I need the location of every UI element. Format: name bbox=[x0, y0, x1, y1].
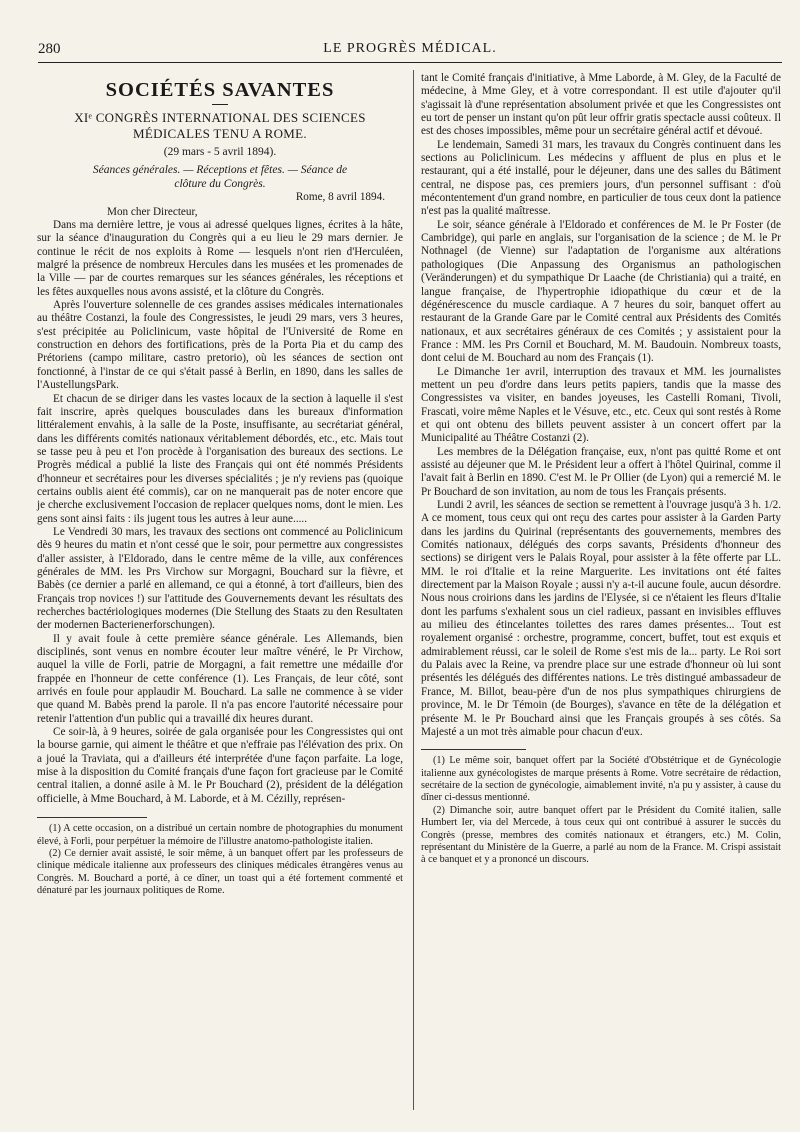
footnote-rule bbox=[421, 749, 526, 750]
paragraph: Dans ma dernière lettre, je vous ai adressé quelques lignes, écrites à la hâte, sur la séance d'inauguration du Congrès qui a eu lieu le 29 mars dernier. Je continue le récit de nos exploits à Rome — lesquels n'ont rien d'Herculéen, malgré la présence de nombreux Hercules dans les musées et les promenades de la Ville — par de courtes remarques sur les séances générales, les réceptions et les fêtes auxquelles nous avons assisté, et la clôture du Congrès. bbox=[37, 219, 403, 298]
seances-line-2: clôture du Congrès. bbox=[174, 177, 266, 190]
right-column bbox=[421, 72, 781, 867]
congress-line-1: XIᵉ CONGRÈS INTERNATIONAL DES SCIENCES bbox=[74, 110, 366, 125]
footnote: (2) Ce dernier avait assisté, le soir même, à un banquet offert par les professeurs de clinique médicale italienne aux professeurs des cliniques médicales étrangères venus au Congrès. M. Bouchard a porté, à ce dîner, un toast qui a été fortement commenté et dénaturé par les journaux politiques de Rome. bbox=[37, 847, 403, 897]
paragraph: Et chacun de se diriger dans les vastes locaux de la section à laquelle il s'est fait inscrire, après quelques bousculades dans les bureaux d'information littéralement envahis, à la salle de la Poste, insuffisante, au secrétariat général, dans les différents comités nationaux véritablement débordés, etc., etc. Mais tout se tasse peu à peu et l'on procède à l'organisation des bureaux des sections. Le Progrès médical a publié la liste des Français qui ont été nommés Présidents d'honneur et secrétaires pour les diverses spécialités ; je n'y reviens pas (quoique certains oublis aient été commis), car on ne manquerait pas de noter encore que je cherche exclusivement l'occasion de replacer quelques noms, dont le mien. Les gens sont ainsi faits : ils jugent tous les autres à leur aune..... bbox=[37, 392, 403, 525]
paragraph: Le lendemain, Samedi 31 mars, les travaux du Congrès continuent dans les sections au Policlinicum. Les médecins y affluent de plus en plus et le restaurant, qui a été installé, pour le déjeuner, dans une des salles du Bâtiment central, ne dispose pas, ces premiers jours, d'un personnel suffisant : d'où mécontentement d'un grand nombre, en particulier de tous ceux dont la patience n'est pas la qualité maîtresse. bbox=[421, 138, 781, 218]
paragraph: Le soir, séance générale à l'Eldorado et conférences de M. le Pr Foster (de Cambridge), qui parle en anglais, sur l'organisation de la science ; de M. le Pr Nothnagel (de Vienne) sur l'adaptation de l'organisme aux altérations pathologiques (Die Anpassung des Organismus an pathologischen (Veränderungen) et du sympathique Dr Laache (de Christiania) qui a traité, en langue française, de l'hypertrophie idiopathique du cœur et de la dégénérescence du muscle cardiaque. A 7 heures du soir, banquet offert au restaurant de la Grande Gare par le Comité central aux Présidents des Comités nationaux, et aux secrétaires généraux de ces Comités ; y assistaient pour la France : MM. les Prs Cornil et Bouchard, M. M. Baudouin. Nombreux toasts, dont celui de M. Bouchard au nom des Français (1). bbox=[421, 218, 781, 365]
section-title: SOCIÉTÉS SAVANTES bbox=[105, 79, 335, 101]
paragraph: tant le Comité français d'initiative, à Mme Laborde, à M. Gley, de la Faculté de médecine, à Mme Gley, et à votre correspondant. Il est utile d'ajouter qu'il s'agissait là d'une représentation absolument privée et que les Congressistes ont eu tort de penser un instant qu'on pût leur offrir gratis spectacle aussi coûteux. Il est des choses impossibles, même pour un secrétaire général actif et dévoué. bbox=[421, 72, 781, 138]
title-rule bbox=[212, 104, 228, 105]
paragraph: Les membres de la Délégation française, eux, n'ont pas quitté Rome et ont assisté au déjeuner que M. le Président leur a offert à l'hôtel Quirinal, comme il l'avait fait à Berlin en 1890. C'est M. le Pr Ollier (de Lyon) qui a remercié M. le Pr Bouchard de son invitation, au nom de tous les Français présents. bbox=[421, 445, 781, 498]
paragraph: Il y avait foule à cette première séance générale. Les Allemands, bien disciplinés, sont venus en nombre écouter leur maître vénéré, le Pr Virchow, auquel la ville de Forli, patrie de Morgagni, a fait remettre une médaille d'or frappée en l'honneur de cette conférence (1). Les Français, de leur côté, sont arrivés en foule pour applaudir M. Bouchard. La salle ne commence à se vider que quand M. Babès prend la parole. Il n'a pas encore l'autorité nécessaire pour retenir l'attention d'un public qui a travaillé dix heures durant. bbox=[37, 632, 403, 725]
congress-line-2: MÉDICALES TENU A ROME. bbox=[133, 126, 307, 141]
journal-title: LE PROGRÈS MÉDICAL. bbox=[323, 41, 497, 56]
seances-subtitle bbox=[37, 164, 403, 191]
right-footnotes bbox=[421, 755, 781, 867]
paragraph: Ce soir-là, à 9 heures, soirée de gala organisée pour les Congressistes qui ont la bourse garnie, qui aiment le théâtre et que n'effraie pas l'élévation des prix. On a joué la Traviata, qui a d'ailleurs été interprétée d'une façon parfaite. La loge, mise à la disposition du Comité français d'une façon fort gracieuse par le Comité central italien, a donné asile à M. le Pr Bouchard (2), président de la délégation officielle, à Mme Bouchard, à M. Laborde, et à M. Cézilly, représen- bbox=[37, 726, 403, 805]
paragraph: Le Vendredi 30 mars, les travaux des sections ont commencé au Policlinicum dès 9 heures du matin et n'ont cessé que le soir, pour permettre aux congressistes d'aller assister, à l'Eldorado, dans le centre même de la ville, aux conférences générales de MM. les Prs Virchow sur Morgagni, Bouchard sur la fièvre, et Babès (ce dernier a parlé en allemand, ce qui a étonné, à tort d'ailleurs, bien des Français trop novices !) sur l'attitude des Gouvernements devant les résultats des recherches bactériologiques modernes (Die Stellung des Staats zu den Resultaten der modernen Bacterienerforschungen). bbox=[37, 525, 403, 632]
footnote-rule bbox=[37, 817, 147, 818]
left-column bbox=[37, 72, 403, 898]
footnote: (1) A cette occasion, on a distribué un certain nombre de photographies du monument élevé, à Forli, pour perpétuer la mémoire de l'illustre anatomo-pathologiste italien. bbox=[37, 823, 403, 847]
congress-dates: (29 mars - 5 avril 1894). bbox=[163, 146, 277, 158]
running-header bbox=[38, 40, 782, 63]
congress-heading bbox=[37, 110, 403, 142]
left-footnotes bbox=[37, 823, 403, 897]
seances-line-1: Séances générales. — Réceptions et fêtes. — Séance de bbox=[92, 164, 348, 177]
letter-salutation: Mon cher Directeur, bbox=[107, 205, 198, 218]
paragraph: Le Dimanche 1er avril, interruption des travaux et MM. les journalistes mettent un peu d'ordre dans leurs petits papiers, tandis que la masse des Congressistes va visiter, en bandes joyeuses, les Castelli Romani, Tivoli, Frascati, voire même Naples et le Vésuve, etc., etc. Ceux qui sont restés à Rome et qui ont obtenu des billets peuvent assister à un concert offert par la Municipalité au Théâtre Costanzi (2). bbox=[421, 365, 781, 445]
paragraph: Lundi 2 avril, les séances de section se remettent à l'ouvrage jusqu'à 3 h. 1/2. A ce moment, tous ceux qui ont reçu des cartes pour assister à la Garden Party dans les jardins du Quirinal (représentants des gouvernements, membres des Comités nationaux, délégués des corps savants, Présidents d'honneur des sections) se dirigent vers le Palais Royal, pour assister à la fête offerte par LL. MM. le roi d'Italie et la reine Marguerite. Les invitations ont été faites directement par la Maison Royale ; aussi n'y a-t-il aucune foule, aucun désordre. Nous nous croirions dans les jardins de l'Elysée, si ce n'étaient les fleurs d'Italie dont les parfums s'exhalent sous un ciel radieux, passant en invisibles effluves au milieu des étincelantes toilettes des rares dames présentes... Tout est royalement organisé : orchestre, programme, concert, buffet, tout est exquis et admirablement réussi, car le soleil de Rome s'est mis de la... party. Le Roi sort du Palais avec la Reine, va prendre place sur une estrade d'honneur où lui sont présentés les délégués des différentes nations. Le très distingué ambassadeur de France, M. Billot, beau-père d'un de nos plus sympathiques chirurgiens de province, M. le Dr Témoin (de Bourges), s'avance en tête de la délégation et présente M. le Pr Bouchard ainsi que les Français groupés à ses côtés. Sa Majesté a un mot très aimable pour chacun d'eux. bbox=[421, 499, 781, 738]
page-number: 280 bbox=[38, 41, 61, 57]
paragraph: Après l'ouverture solennelle de ces grandes assises médicales internationales au théâtre Costanzi, la foule des Congressistes, le jeudi 29 mars, vers 3 heures, s'est précipitée au Policlinicum, vaste hôpital de l'Université de Rome en construction en dehors des fortifications, près de la Porta Pia et du camp des Prétoriens (campo militare, castro pretorio), où les séances de section ont fonctionné, à l'instar de ce qui s'était passé à Berlin, en 1890, dans les salles de l'AustellungsPark. bbox=[37, 299, 403, 392]
column-divider bbox=[413, 70, 414, 1110]
footnote: (2) Dimanche soir, autre banquet offert par le Président du Comité italien, salle Humbert Ier, via del Mercede, à tous ceux qui ont contribué à assurer le succès du Congrès (presse, membres des comités nationaux et étrangers, etc.) M. Colin, représentant du Ministère de la Guerre, a parlé au nom de la France. M. Crispi assistait à ce banquet et y a prononcé un discours. bbox=[421, 804, 781, 866]
footnote: (1) Le même soir, banquet offert par la Société d'Obstétrique et de Gynécologie italienne aux gynécologistes de marque présents à Rome. Votre secrétaire de rédaction, secrétaire de la section de gynécologie, aimablement invité, n'a pu y assister, à cause du dîner ci-dessus mentionné. bbox=[421, 755, 781, 804]
letter-dateline: Rome, 8 avril 1894. bbox=[295, 191, 385, 204]
